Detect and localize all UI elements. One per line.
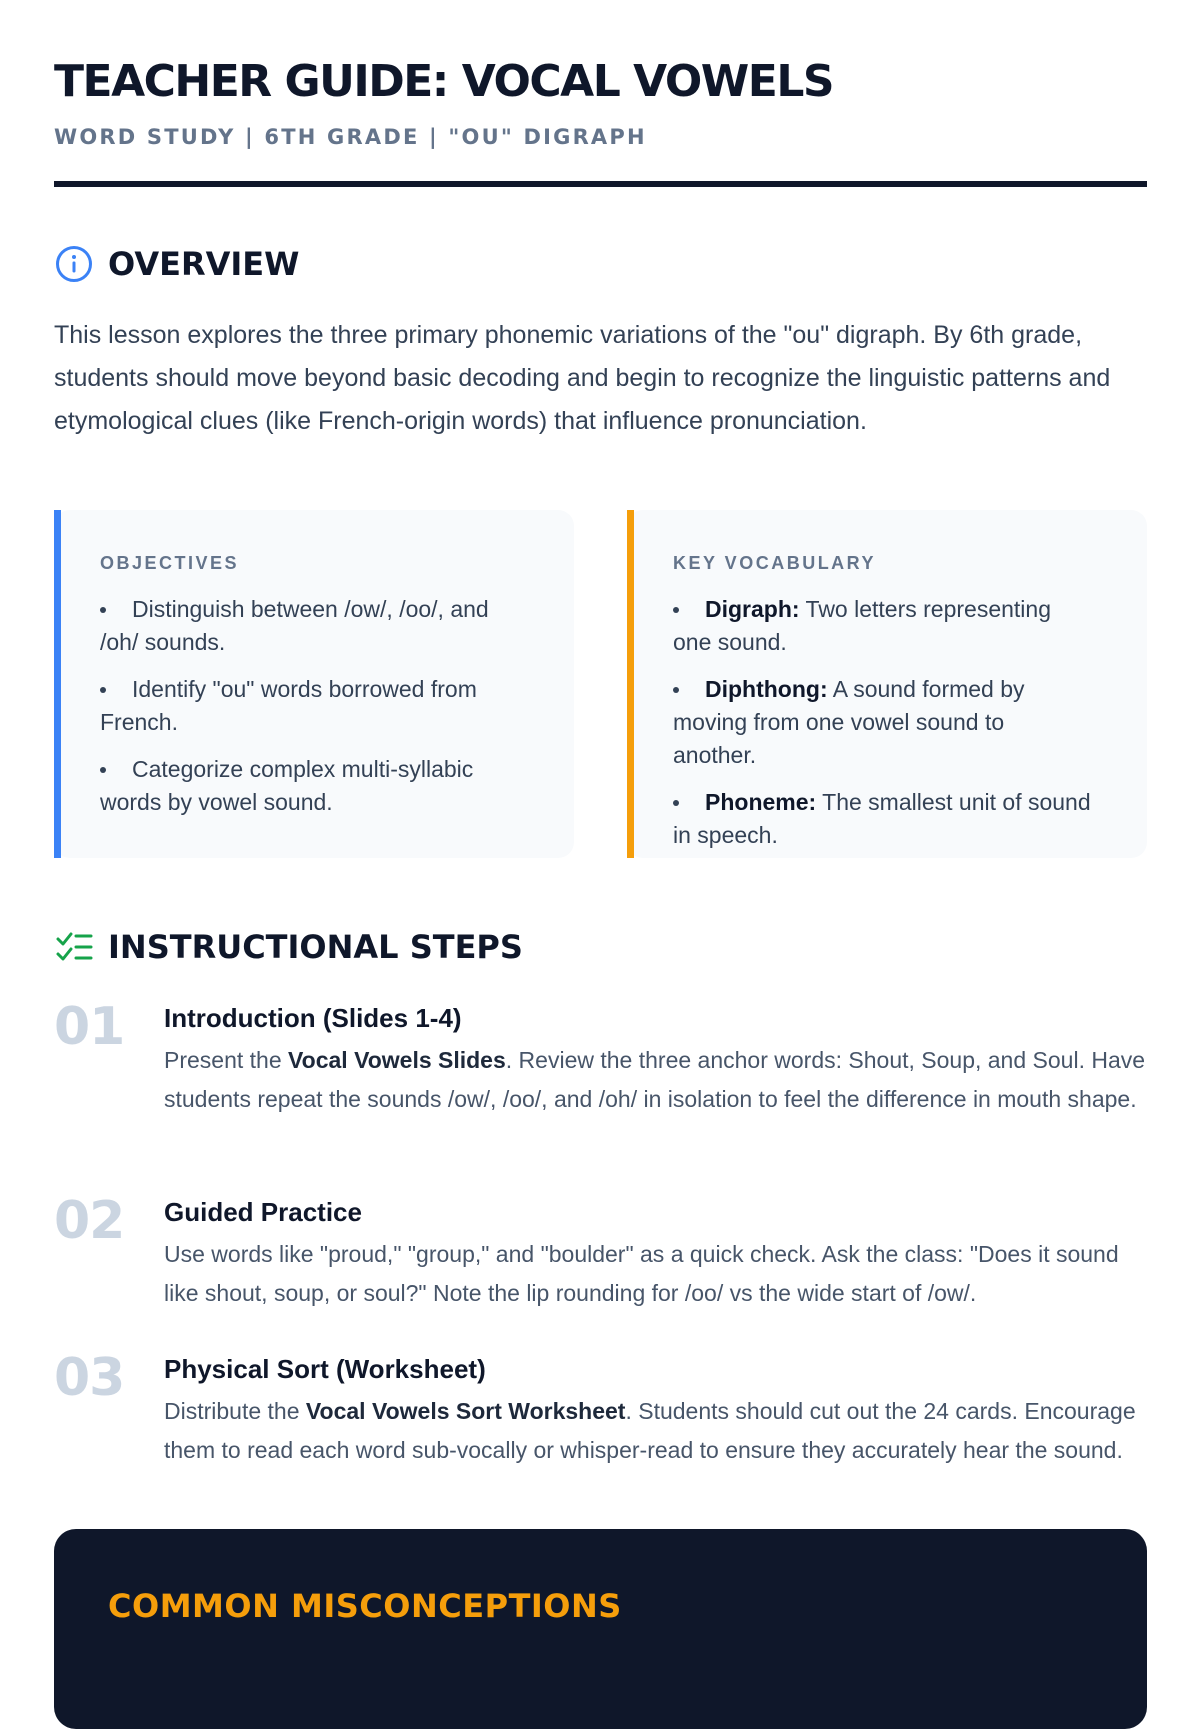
step-description: Distribute the Vocal Vowels Sort Worksheet. Students should cut out the 24 cards. Encourage them to read each word sub-vocally or whisper-read to ensure they accurately hear the sound. — [164, 1398, 1136, 1463]
step-description: Present the Vocal Vowels Slides. Review the three anchor words: Shout, Soup, and Soul. Have students repeat the sounds /ow/, /oo/, and /oh/ in isolation to feel the difference in mouth shape. — [164, 1047, 1146, 1112]
vocabulary-item — [673, 673, 1093, 772]
vocabulary-item — [673, 593, 1093, 659]
teacher-guide-page — [54, 0, 1147, 1625]
step-title: Introduction (Slides 1-4) — [164, 1003, 462, 1033]
objective-item: Categorize complex multi-syllabic words by vowel sound. — [100, 753, 520, 819]
info-circle-icon — [54, 244, 94, 284]
steps-heading — [54, 927, 523, 967]
vocabulary-term: Diphthong: — [705, 676, 828, 702]
vocabulary-accent-bar — [627, 510, 634, 858]
objective-item: Identify "ou" words borrowed from French. — [100, 673, 520, 739]
objectives-list — [100, 593, 520, 833]
vocabulary-term: Digraph: — [705, 596, 800, 622]
misconceptions-title: COMMON MISCONCEPTIONS — [108, 1587, 622, 1625]
step-number: 01 — [54, 997, 125, 1057]
vocabulary-definition: The smallest unit of sound in speech. — [673, 789, 1091, 848]
objectives-card — [54, 510, 574, 858]
step-title: Guided Practice — [164, 1197, 362, 1227]
misconceptions-panel — [54, 1529, 1147, 1729]
step-number: 02 — [54, 1191, 125, 1251]
vocabulary-item — [673, 786, 1093, 852]
vocabulary-definition: A sound formed by moving from one vowel sound to another. — [673, 676, 1025, 768]
vocabulary-card — [627, 510, 1147, 858]
vocabulary-title: KEY VOCABULARY — [673, 553, 877, 573]
checklist-icon — [54, 927, 94, 967]
step-number: 03 — [54, 1348, 125, 1408]
objectives-accent-bar — [54, 510, 61, 858]
overview-text: This lesson explores the three primary phonemic variations of the "ou" digraph. By 6th grade, students should move beyond basic decoding and begin to recognize the linguistic patterns and etymological clues (like French-origin words) that influence pronunciation. — [54, 321, 1111, 435]
objective-item: Distinguish between /ow/, /oo/, and /oh/ sounds. — [100, 593, 520, 659]
vocabulary-term: Phoneme: — [705, 789, 817, 815]
steps-heading-label: INSTRUCTIONAL STEPS — [108, 928, 523, 966]
step-description: Use words like "proud," "group," and "boulder" as a quick check. Ask the class: "Does it sound like shout, soup, or soul?" Note the lip rounding for /oo/ vs the wide start of /ow/. — [164, 1241, 1119, 1306]
header-divider — [54, 181, 1147, 187]
overview-heading-label: OVERVIEW — [108, 245, 300, 283]
step-title: Physical Sort (Worksheet) — [164, 1354, 486, 1384]
vocabulary-list — [673, 593, 1093, 866]
page-subtitle: WORD STUDY | 6TH GRADE | "OU" DIGRAPH — [54, 125, 647, 149]
vocabulary-definition: Two letters representing one sound. — [673, 596, 1051, 655]
overview-heading — [54, 244, 299, 284]
page-title: TEACHER GUIDE: VOCAL VOWELS — [54, 56, 834, 107]
objectives-title: OBJECTIVES — [100, 553, 240, 573]
